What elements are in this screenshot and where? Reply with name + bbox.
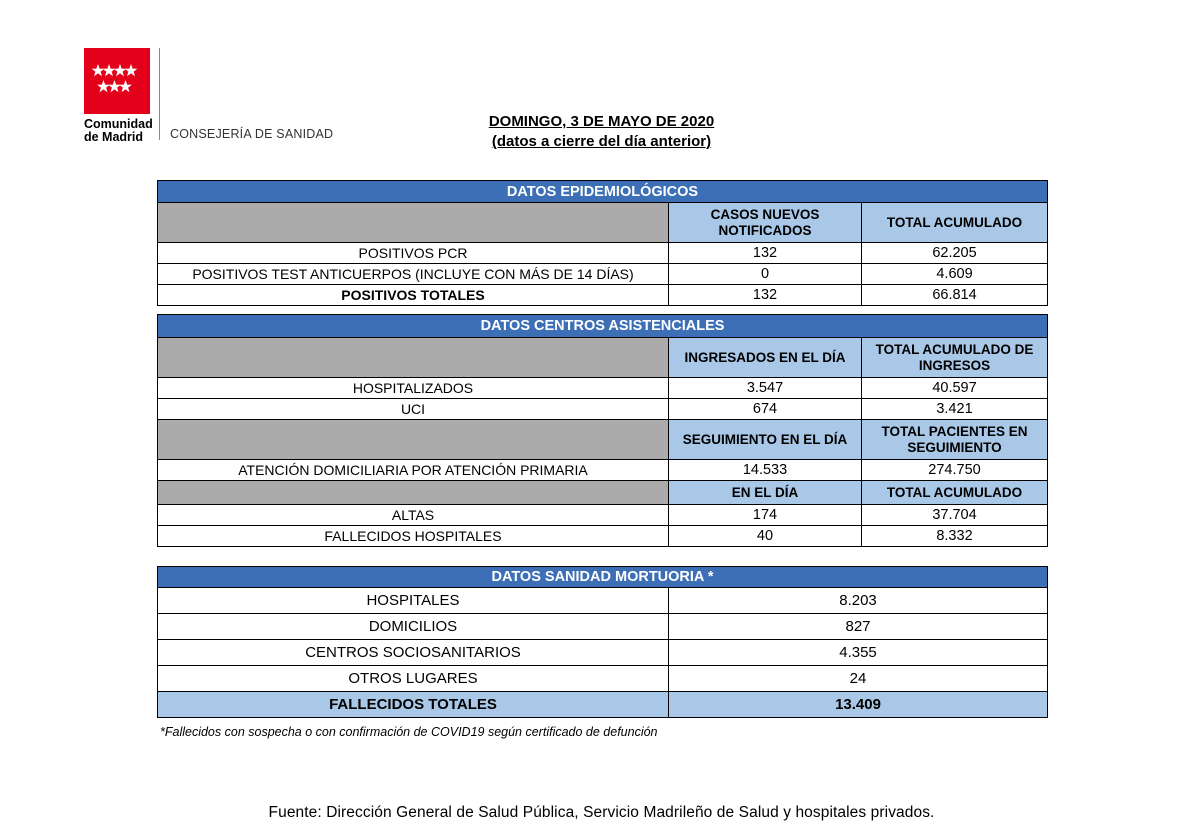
header-empty-cell xyxy=(158,203,669,243)
cell-value: 66.814 xyxy=(862,285,1048,306)
row-label: OTROS LUGARES xyxy=(158,666,669,692)
table-header-row xyxy=(158,203,1048,243)
table-header-row xyxy=(158,338,1048,378)
cell-value: 3.421 xyxy=(862,399,1048,420)
table-title-row xyxy=(158,567,1048,588)
stars-icon xyxy=(84,48,150,114)
column-header: TOTAL ACUMULADO xyxy=(862,203,1048,243)
cell-value: 62.205 xyxy=(862,243,1048,264)
cell-value: 827 xyxy=(669,614,1048,640)
column-header: SEGUIMIENTO EN EL DÍA xyxy=(669,420,862,460)
table-title: DATOS SANIDAD MORTUORIA * xyxy=(158,567,1048,588)
table-row xyxy=(158,588,1048,614)
cell-value: 8.332 xyxy=(862,526,1048,547)
logo-name-line2: de Madrid xyxy=(84,130,144,144)
cell-value: 132 xyxy=(669,285,862,306)
table-title: DATOS EPIDEMIOLÓGICOS xyxy=(158,181,1048,203)
department-name: CONSEJERÍA DE SANIDAD xyxy=(170,127,334,141)
table-total-row xyxy=(158,692,1048,718)
table-centros-asistenciales xyxy=(157,314,1048,547)
column-header: TOTAL ACUMULADO DE INGRESOS xyxy=(862,338,1048,378)
table-row xyxy=(158,666,1048,692)
source-note: Fuente: Dirección General de Salud Pública, Servicio Madrileño de Salud y hospitales privados. xyxy=(268,804,935,821)
table-title-row xyxy=(158,315,1048,338)
column-header: INGRESADOS EN EL DÍA xyxy=(669,338,862,378)
table-title-row xyxy=(158,181,1048,203)
cell-value: 37.704 xyxy=(862,505,1048,526)
row-label: CENTROS SOCIOSANITARIOS xyxy=(158,640,669,666)
cell-value: 674 xyxy=(669,399,862,420)
table-row xyxy=(158,378,1048,399)
cell-value: 14.533 xyxy=(669,460,862,481)
report-subtitle: (datos a cierre del día anterior) xyxy=(491,133,712,150)
row-label: ATENCIÓN DOMICILIARIA POR ATENCIÓN PRIMARIA xyxy=(158,460,669,481)
table-row xyxy=(158,243,1048,264)
table-row xyxy=(158,264,1048,285)
cell-value: 274.750 xyxy=(862,460,1048,481)
header-empty-cell xyxy=(158,481,669,505)
row-label: POSITIVOS TEST ANTICUERPOS (INCLUYE CON MÁS DE 14 DÍAS) xyxy=(158,264,669,285)
column-header: TOTAL ACUMULADO xyxy=(862,481,1048,505)
table-title: DATOS CENTROS ASISTENCIALES xyxy=(158,315,1048,338)
cell-value: 132 xyxy=(669,243,862,264)
cell-value: 4.355 xyxy=(669,640,1048,666)
table-row xyxy=(158,505,1048,526)
row-label: POSITIVOS PCR xyxy=(158,243,669,264)
table-row xyxy=(158,399,1048,420)
header-empty-cell xyxy=(158,420,669,460)
table-row xyxy=(158,526,1048,547)
table-epidemiologicos xyxy=(157,180,1048,306)
row-label: HOSPITALES xyxy=(158,588,669,614)
table-header-row xyxy=(158,481,1048,505)
row-label: DOMICILIOS xyxy=(158,614,669,640)
total-label: FALLECIDOS TOTALES xyxy=(158,692,669,718)
row-label: POSITIVOS TOTALES xyxy=(158,285,669,306)
header-empty-cell xyxy=(158,338,669,378)
cell-value: 3.547 xyxy=(669,378,862,399)
cell-value: 40.597 xyxy=(862,378,1048,399)
footnote: *Fallecidos con sospecha o con confirmación de COVID19 según certificado de defunción xyxy=(160,725,658,739)
row-label: FALLECIDOS HOSPITALES xyxy=(158,526,669,547)
cell-value: 8.203 xyxy=(669,588,1048,614)
comunidad-madrid-logo xyxy=(84,48,150,114)
column-header: CASOS NUEVOS NOTIFICADOS xyxy=(669,203,862,243)
column-header: EN EL DÍA xyxy=(669,481,862,505)
row-label: UCI xyxy=(158,399,669,420)
logo-name-line1: Comunidad xyxy=(84,117,153,131)
table-row xyxy=(158,460,1048,481)
table-row xyxy=(158,285,1048,306)
row-label: ALTAS xyxy=(158,505,669,526)
row-label: HOSPITALIZADOS xyxy=(158,378,669,399)
table-row xyxy=(158,614,1048,640)
cell-value: 24 xyxy=(669,666,1048,692)
cell-value: 40 xyxy=(669,526,862,547)
cell-value: 174 xyxy=(669,505,862,526)
report-date: DOMINGO, 3 DE MAYO DE 2020 xyxy=(488,113,715,130)
table-row xyxy=(158,640,1048,666)
total-value: 13.409 xyxy=(669,692,1048,718)
cell-value: 0 xyxy=(669,264,862,285)
report-heading xyxy=(0,112,1200,152)
cell-value: 4.609 xyxy=(862,264,1048,285)
table-sanidad-mortuoria xyxy=(157,566,1048,718)
table-header-row xyxy=(158,420,1048,460)
column-header: TOTAL PACIENTES EN SEGUIMIENTO xyxy=(862,420,1048,460)
